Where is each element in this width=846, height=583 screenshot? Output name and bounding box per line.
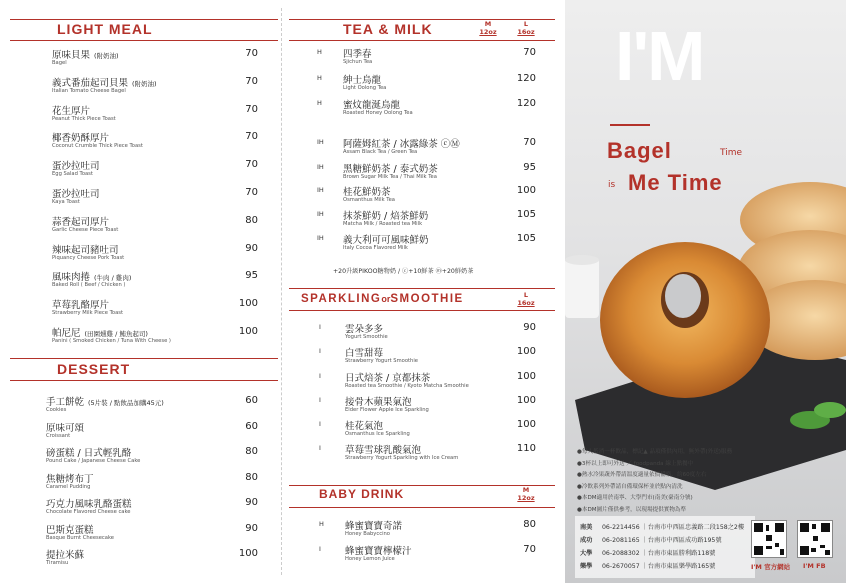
item-note: (附奶油) [94,52,119,60]
item-price: 70 [245,131,258,143]
menu-item [319,418,543,440]
store-info: 06-2214456 ｜台南市中西區忠義路二段158之2樓 [602,524,745,531]
size-m-text: M [522,486,530,494]
item-english: Honey Babyccino [345,531,390,537]
item-price: 95 [245,270,258,282]
info-line: ●熱水冷果蔬外帶請溫度適量依價備格，約60度左右 [577,472,707,478]
item-price: 80 [523,519,536,530]
item-name [46,496,132,510]
item-price: 70 [523,47,536,58]
size-l-text: L [523,291,529,299]
qr-icon [752,521,786,557]
section-title [301,293,464,305]
temperature-tag: H [319,520,324,528]
item-name [52,269,131,283]
temperature-tag: I [319,372,321,380]
temperature-tag: H [317,48,322,56]
menu-item [52,103,274,125]
menu-item [317,232,543,254]
item-english: Baked Roll ( Beef / Chicken ) [52,282,126,289]
sparkling-list [319,321,543,471]
item-name-text: 蛋沙拉吐司 [52,161,100,173]
item-english: Croissant [46,432,71,439]
store-row [580,548,715,557]
item-name [46,420,84,434]
item-price: 90 [245,497,258,508]
item-name [46,522,94,536]
item-name-text: 椰香奶酥厚片 [52,133,110,145]
section-title: BABY DRINK [319,487,405,501]
item-price: 90 [245,242,258,254]
item-price: 100 [238,326,258,337]
item-name-text: 辣味起司豬吐司 [52,244,119,256]
temperature-tag: I [319,323,321,331]
item-price: 100 [238,298,258,310]
item-english: Roasted tea Smoothie / Kyoto Matcha Smoothie [345,383,469,389]
item-name: 紳士烏龍 [343,75,382,86]
info-line: ●本DM圖片僅供參考，以現場提供實物為準 [577,506,687,513]
item-english: Tiramisu [46,560,69,566]
item-name [52,47,119,61]
item-price: 80 [245,471,258,483]
item-name-text: 手工餅乾 [46,397,85,408]
section-rule [10,358,278,359]
tagline-is: is [608,180,616,190]
store-row [580,561,715,570]
item-english: Garlic Cheese Piece Toast [52,226,119,233]
item-english: Coconut Crumble Thick Piece Toast [52,143,143,150]
size-m-oz: 12oz [517,494,535,502]
item-price: 80 [245,214,258,226]
store-row [580,522,744,531]
item-english: Piquancy Cheese Pork Toast [52,254,125,261]
item-price: 70 [245,159,258,171]
item-name: 蜂蜜寶寶檸檬汁 [345,546,412,557]
facebook-qr-code[interactable] [797,520,833,558]
menu-item [317,46,543,68]
temperature-tag: IH [317,163,324,171]
item-english: Panini ( Smoked Chicken / Tuna With Cheese ) [52,338,171,344]
item-price: 105 [516,209,536,220]
store-name: 大學 [580,550,593,557]
section-rule [10,19,278,20]
section-rule [10,380,278,381]
size-l-oz: 16oz [517,299,535,307]
item-price: 70 [523,544,536,555]
store-name: 樂學 [580,563,593,570]
store-info: 06-2088302 ｜台南市東區勝利路118號 [602,550,716,557]
item-name [52,103,90,117]
item-name-text: 原味可頌 [46,422,85,434]
info-line: ●本DM適用於南寧、大學門市(南美(臺南分號) [577,495,693,501]
addon-note: +20升級PIKOO糖物奶 / ⓒ+10鮮茶 ⓜ+20鮮奶茶 [333,268,474,275]
item-name: 雲朵多多 [345,324,384,335]
size-label-m [515,486,537,502]
section-rule [289,40,555,41]
column-divider [281,8,282,575]
item-name-text: 蒜香起司厚片 [52,216,110,228]
brand-panel [565,0,846,583]
qr-icon [798,521,832,557]
item-english: Light Oolong Tea [343,85,387,91]
brand-logo: I'M [615,17,704,95]
item-name-text: 義式番茄起司貝果 [52,77,129,89]
item-english: Matcha Milk / Roasted tea Milk [343,221,423,227]
light-meal-list [52,47,274,357]
size-l-oz: 16oz [517,28,535,36]
size-m-oz: 12oz [479,28,497,36]
menu-item [319,518,543,540]
item-name [52,130,109,144]
section-rule [10,40,278,41]
item-english: Osmanthus Milk Tea [343,197,395,203]
item-name-text: 提拉米蘇 [46,550,85,561]
menu-item [319,370,543,392]
logo-underline [610,124,650,126]
item-note: (田園燻雞 / 鮪魚起司) [84,330,148,338]
menu-item [319,345,543,367]
temperature-tag: IH [317,234,324,242]
item-english: Roasted Honey Oolong Tea [343,110,413,116]
menu-item [52,47,274,69]
item-name-text: 風味肉捲 [52,272,91,284]
item-english: Chocolate Flavored Cheese cake [46,509,131,515]
menu-item [317,72,543,94]
size-label-l [515,291,537,307]
store-info: 06-2670057 ｜台南市東區樂學路165號 [602,563,716,570]
size-m-text: M [484,20,492,28]
item-name: 草莓雪球乳酸氣泡 [345,445,422,456]
item-english: Bagel [52,60,67,66]
item-price: 70 [245,48,258,59]
section-rule [289,310,555,311]
item-english: Egg Salad Toast [52,171,93,178]
item-name: 抹茶鮮奶 / 焙茶鮮奶 [343,211,429,222]
title-part: or [381,294,391,304]
temperature-tag: IH [317,138,324,146]
item-english: Strawberry Milk Piece Toast [52,310,123,317]
item-price: 70 [245,187,258,198]
section-rule [289,507,555,508]
item-english: Italian Tomato Cheese Bagel [52,87,126,94]
info-line: ●每人低消一杯飲品，標記▲ 品項僅供內用，無外帶(外送)服務 [577,449,733,455]
item-name [46,471,94,485]
item-price: 100 [516,346,536,357]
item-price: 100 [516,371,536,382]
menu-item [317,208,543,230]
tagline-bagel: Bagel [607,138,672,163]
menu-item [46,420,274,442]
item-name: 蜂蜜寶寶奇諾 [345,521,403,532]
tea-milk-list [317,46,543,256]
item-price: 100 [516,419,536,430]
item-price: 70 [523,137,536,148]
store-info: 06-2081165 ｜台南市中西區成功路195號 [602,537,722,544]
item-note: (牛肉 / 雞肉) [94,274,132,283]
temperature-tag: H [317,99,322,107]
item-name [52,242,119,256]
menu-item [46,394,274,416]
item-name [52,214,109,228]
temperature-tag: IH [317,210,324,218]
menu-item [46,547,274,569]
store-row [580,535,722,544]
item-price: 100 [516,185,536,196]
menu-item [52,130,274,152]
item-price: 110 [516,443,536,454]
item-english: Italy Cocoa Flavored Milk [343,245,408,251]
temperature-tag: I [319,347,321,355]
size-label-m [478,20,498,36]
menu-item [319,394,543,416]
item-english: Osmanthus Ice Sparkling [345,431,410,437]
menu-item [52,297,274,319]
menu-item [317,161,543,183]
item-name: 義大利可可風味鮮奶 [343,235,429,246]
menu-item [46,445,274,467]
item-price: 100 [516,395,536,406]
item-name: 四季春 [343,49,372,60]
item-name [52,75,157,89]
menu-item [319,442,543,464]
menu-item [52,75,274,97]
item-name [46,445,131,459]
menu-item [52,158,274,180]
item-name-text: 巧克力風味乳酪蛋糕 [46,499,132,510]
item-price: 120 [516,98,536,109]
item-english: Basque Burnt Cheesecake [46,534,114,541]
temperature-tag: IH [317,186,324,194]
item-english: Sjichun Tea [343,59,373,65]
menu-item [46,496,274,518]
item-name: 白雪甜莓 [345,348,384,359]
item-name-text: 帕尼尼 [52,328,81,339]
size-l-text: L [523,20,529,28]
menu-item [46,471,274,493]
website-qr-code[interactable] [751,520,787,558]
item-name: 接骨木蘋果氣泡 [345,397,412,408]
item-english: Strawberry Yogurt Sparkling with Ice Cream [345,455,459,461]
store-name: 成功 [580,537,593,544]
info-line: ●3杯以上即可外送 ／ foodpanda 線上點餐中 [577,460,694,467]
item-name-text: 花生厚片 [52,105,91,117]
item-name-text: 蛋沙拉吐司 [52,189,100,200]
info-line: ●冷飲系列外帶請自備環保杯並於點內清洗 [577,483,683,490]
baby-drink-list [319,518,543,573]
item-name: 桂花鮮奶茶 [343,187,391,198]
item-name [52,158,100,172]
website-qr-label: I'M 官方網站 [751,563,791,571]
item-name: 桂花氣泡 [345,421,384,432]
menu-item [317,136,543,158]
item-english: Pound Cake / Japanese Cheese Cake [46,458,141,464]
item-english: Brown Sugar Milk Tea / Thai Milk Tea [343,174,437,180]
item-english: Strawberry Yogurt Smoothie [345,358,418,364]
item-english: Assam Black Tea / Green Tea [343,149,418,155]
title-part: SMOOTHIE [390,293,464,305]
section-title: DESSERT [57,361,131,377]
menu-item [52,325,274,347]
facebook-qr-label: I'M FB [803,562,826,570]
item-price: 120 [516,73,536,84]
tagline-me-time: Me Time [628,170,723,195]
item-name-text: 巴斯克蛋糕 [46,524,94,536]
menu-item [319,321,543,343]
temperature-tag: I [319,396,321,404]
item-price: 60 [245,420,258,432]
item-english: Elder Flower Apple Ice Sparkling [345,407,429,413]
item-price: 70 [245,75,258,87]
menu-item [52,269,274,291]
menu-item [46,522,274,544]
item-name [46,394,164,408]
item-name: 黑糖鮮奶茶 / 泰式奶茶 [343,164,438,175]
menu-item [52,186,274,208]
temperature-tag: I [319,420,321,428]
item-price: 105 [516,233,536,244]
menu-item [52,214,274,236]
item-price: 90 [245,522,258,534]
item-name: 日式焙茶 / 京都抹茶 [345,373,431,384]
dessert-list [46,394,274,579]
item-name [52,186,100,200]
title-part: SPARKLING [301,293,382,305]
left-column [10,0,280,583]
item-english: Peanut Thick Piece Toast [52,115,116,122]
section-title: TEA & MILK [343,21,433,37]
item-name-text: 焦糖烤布丁 [46,473,94,485]
item-note: (5片裝 / 點飲品加購45元) [88,399,164,407]
menu-item [317,97,543,119]
item-name-text: 原味貝果 [52,50,91,61]
item-note: (附奶油) [132,79,157,88]
item-price: 70 [245,103,258,115]
item-name-text: 磅蛋糕 / 日式輕乳酪 [46,448,132,459]
item-english: Honey Lemon Juice [345,556,395,562]
tagline-time: Time [720,148,743,158]
temperature-tag: H [317,74,322,82]
item-name [46,547,84,561]
item-name [52,325,148,339]
item-price: 100 [238,548,258,559]
menu-item [52,242,274,264]
item-name: 蜜炆龍涎烏龍 [343,100,401,111]
menu-item [317,184,543,206]
item-english: Kaya Toast [52,199,80,205]
size-label-l [515,20,537,36]
store-name: 南美 [580,524,593,531]
store-list [575,516,755,578]
temperature-tag: I [319,444,321,452]
item-name-text: 草莓乳酪厚片 [52,300,110,312]
item-name: 阿薩姆紅茶 / 冰露綠茶 ⓒⓂ [343,139,460,150]
section-rule [289,288,555,289]
menu-item [319,543,543,565]
middle-column [289,0,555,583]
item-price: 80 [245,446,258,457]
item-english: Cookies [46,407,67,413]
section-title: LIGHT MEAL [57,21,153,37]
item-price: 95 [523,162,536,173]
item-english: Caramel Pudding [46,483,91,490]
temperature-tag: I [319,545,321,553]
item-price: 90 [523,322,536,333]
item-name [52,297,109,311]
item-english: Yogurt Smoothie [345,334,388,340]
item-price: 60 [245,395,258,406]
